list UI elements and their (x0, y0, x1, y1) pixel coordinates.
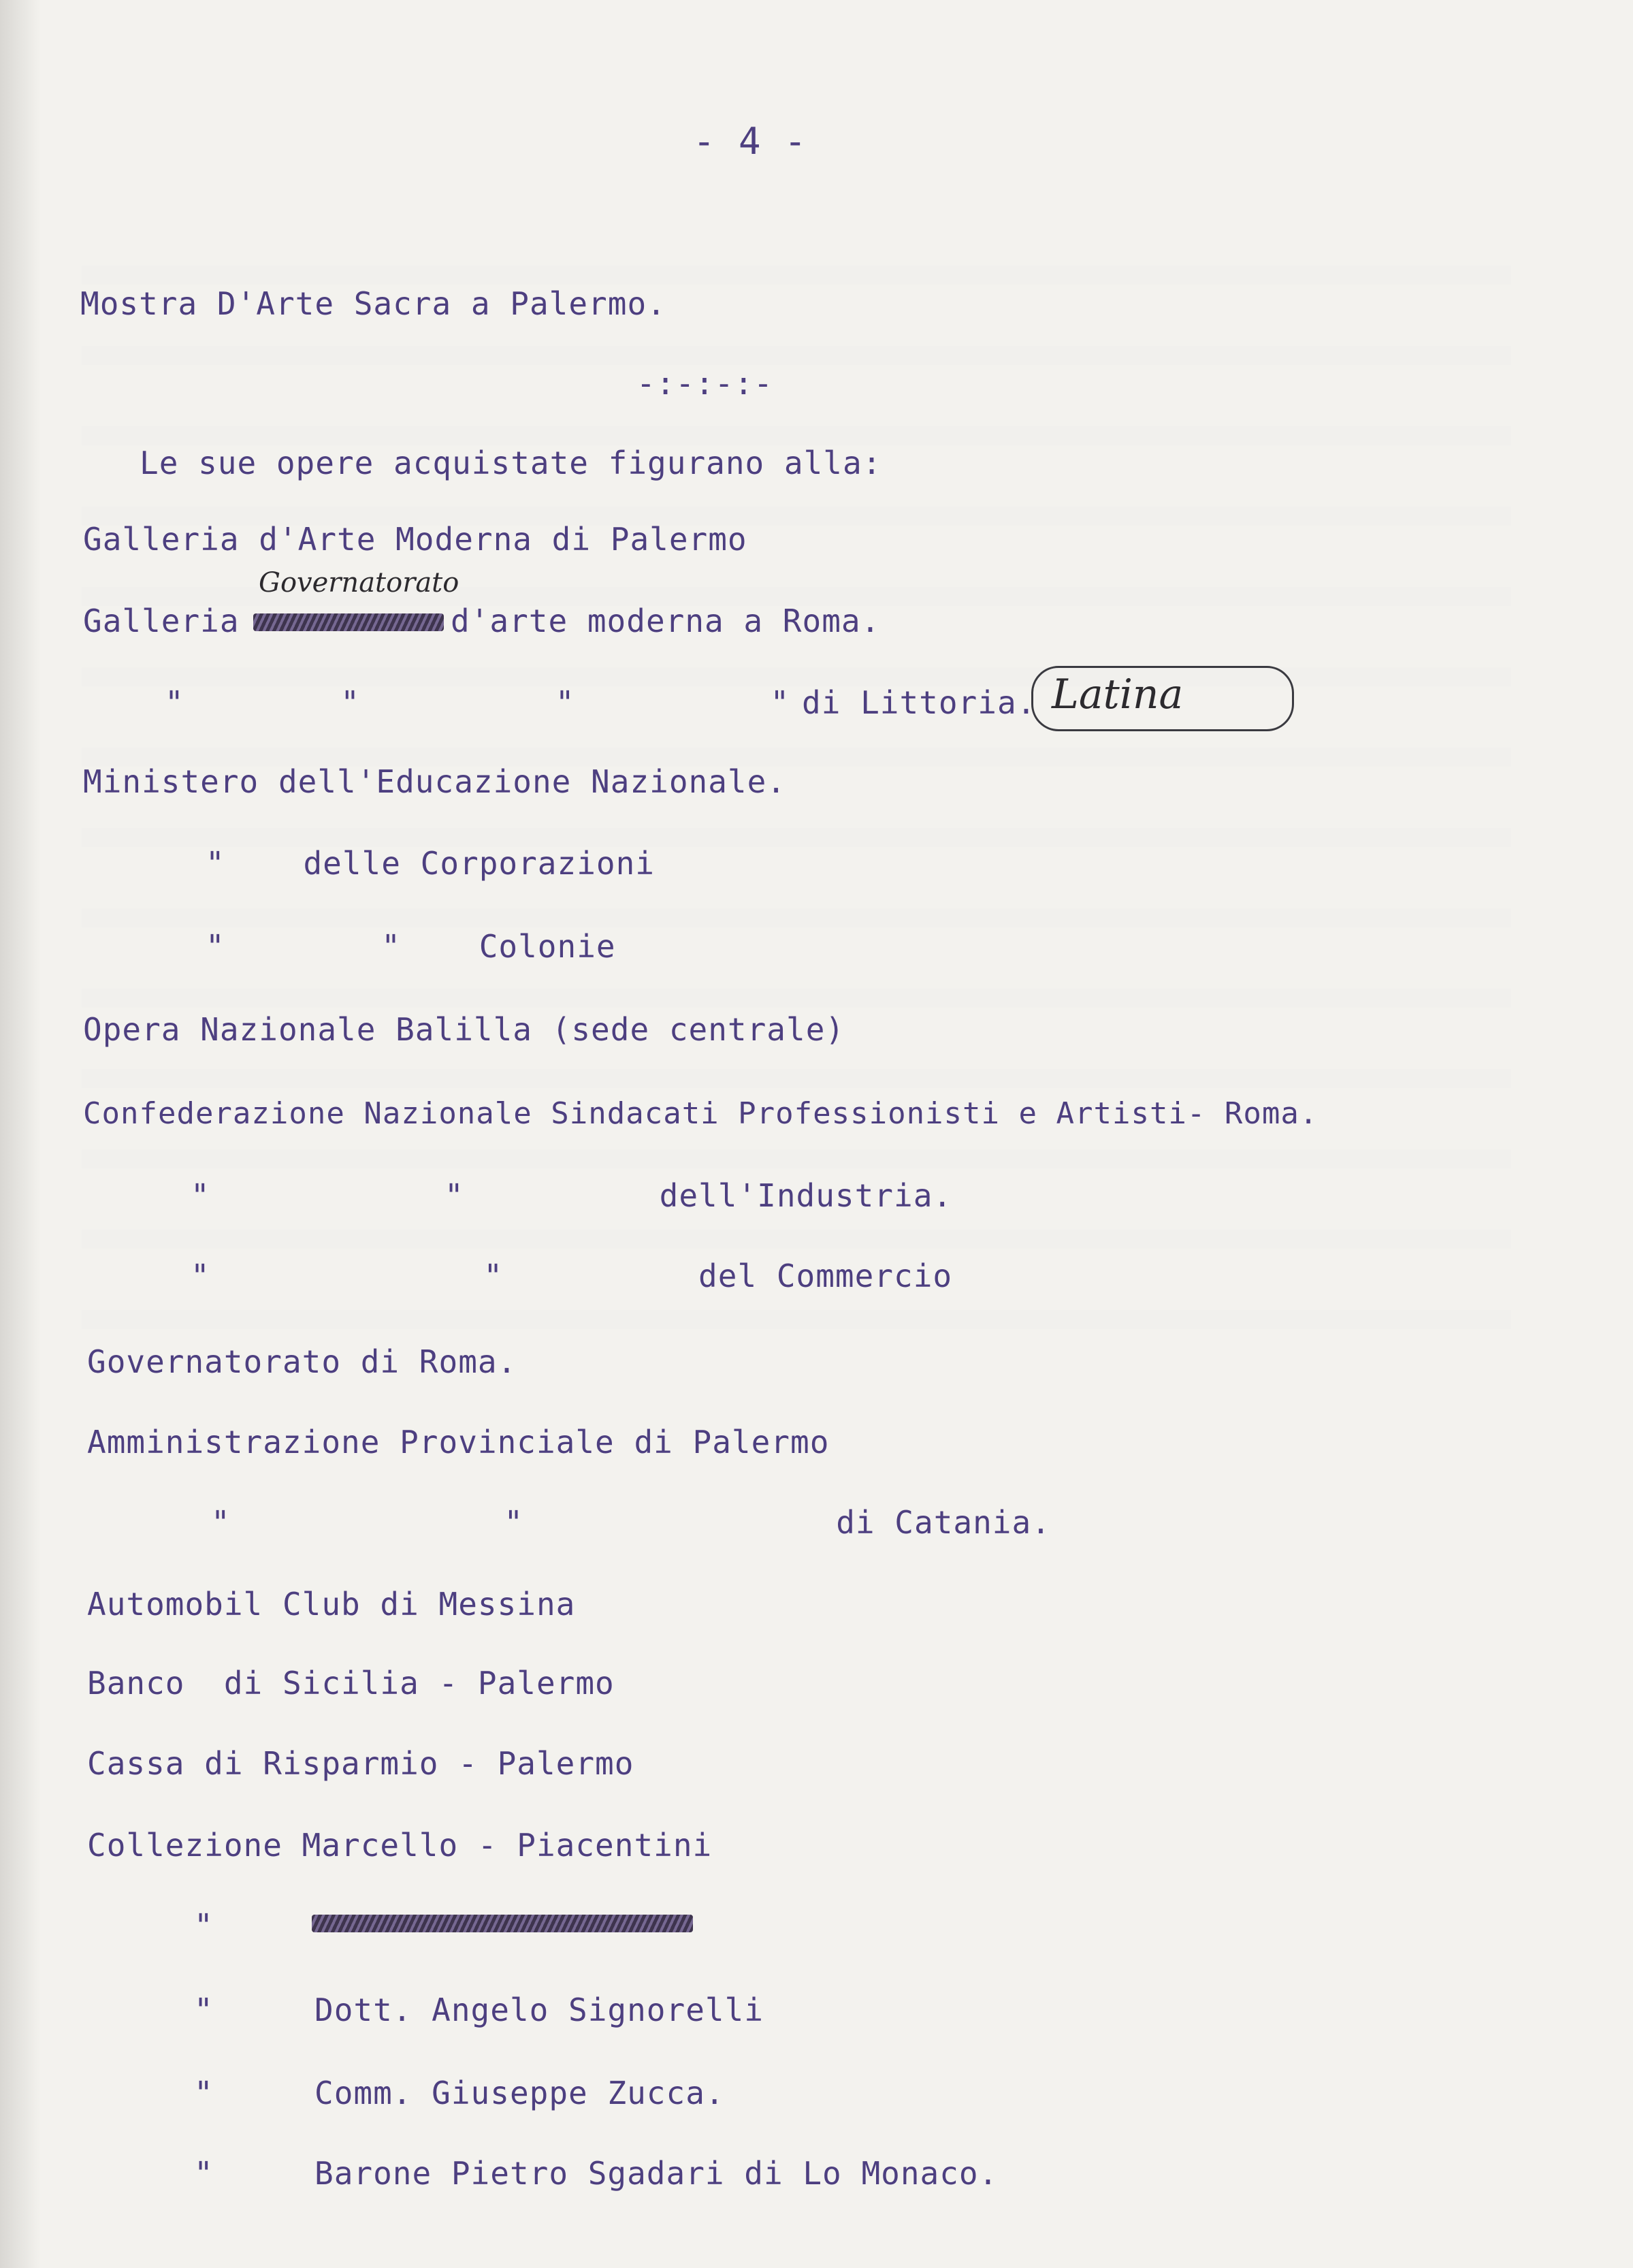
list-item: Automobil Club di Messina (87, 1586, 576, 1623)
separator: -:-:-:- (636, 365, 773, 402)
page-number: - 4 - (693, 120, 807, 163)
list-item: Comm. Giuseppe Zucca. (314, 2075, 725, 2111)
list-item: " " del Commercio (191, 1258, 953, 1294)
ditto-marks: " " " " (165, 684, 790, 721)
list-item: Galleria d'Arte Moderna di Palermo (83, 521, 747, 558)
struck-out-word (253, 613, 444, 631)
list-item: Governatorato di Roma. (87, 1343, 517, 1380)
list-item: Cassa di Risparmio - Palermo (87, 1745, 634, 1782)
list-item: Confederazione Nazionale Sindacati Professionisti e Artisti- Roma. (83, 1096, 1319, 1131)
list-item: d'arte moderna a Roma. (451, 603, 881, 639)
list-item: " delle Corporazioni (206, 845, 655, 882)
handwritten-correction: Governatorato (259, 567, 459, 598)
list-item: Opera Nazionale Balilla (sede centrale) (83, 1011, 845, 1048)
document-title: Mostra D'Arte Sacra a Palermo. (80, 285, 666, 322)
ditto-mark: " (194, 1992, 214, 2028)
ditto-mark: " (194, 2075, 214, 2111)
list-item: " " Colonie (206, 928, 616, 965)
list-item: Ministero dell'Educazione Nazionale. (83, 763, 786, 800)
ditto-mark: " (194, 2155, 214, 2192)
list-item: Barone Pietro Sgadari di Lo Monaco. (314, 2155, 999, 2192)
list-item: Amministrazione Provinciale di Palermo (87, 1424, 830, 1460)
intro-text: Le sue opere acquistate figurano alla: (140, 445, 882, 481)
list-item: Dott. Angelo Signorelli (314, 1992, 764, 2028)
list-item: di Littoria. (802, 684, 1037, 721)
handwritten-annotation: Latina (1052, 671, 1184, 718)
list-item: " " dell'Industria. (191, 1177, 953, 1214)
list-item: Banco di Sicilia - Palermo (87, 1665, 615, 1702)
list-item: Galleria (83, 603, 240, 639)
list-item: " " di Catania. (211, 1504, 1051, 1541)
bleed-through-shadow (82, 266, 1511, 1389)
struck-out-entry (312, 1915, 693, 1932)
list-item: Collezione Marcello - Piacentini (87, 1827, 713, 1864)
ditto-mark: " (194, 1907, 214, 1944)
